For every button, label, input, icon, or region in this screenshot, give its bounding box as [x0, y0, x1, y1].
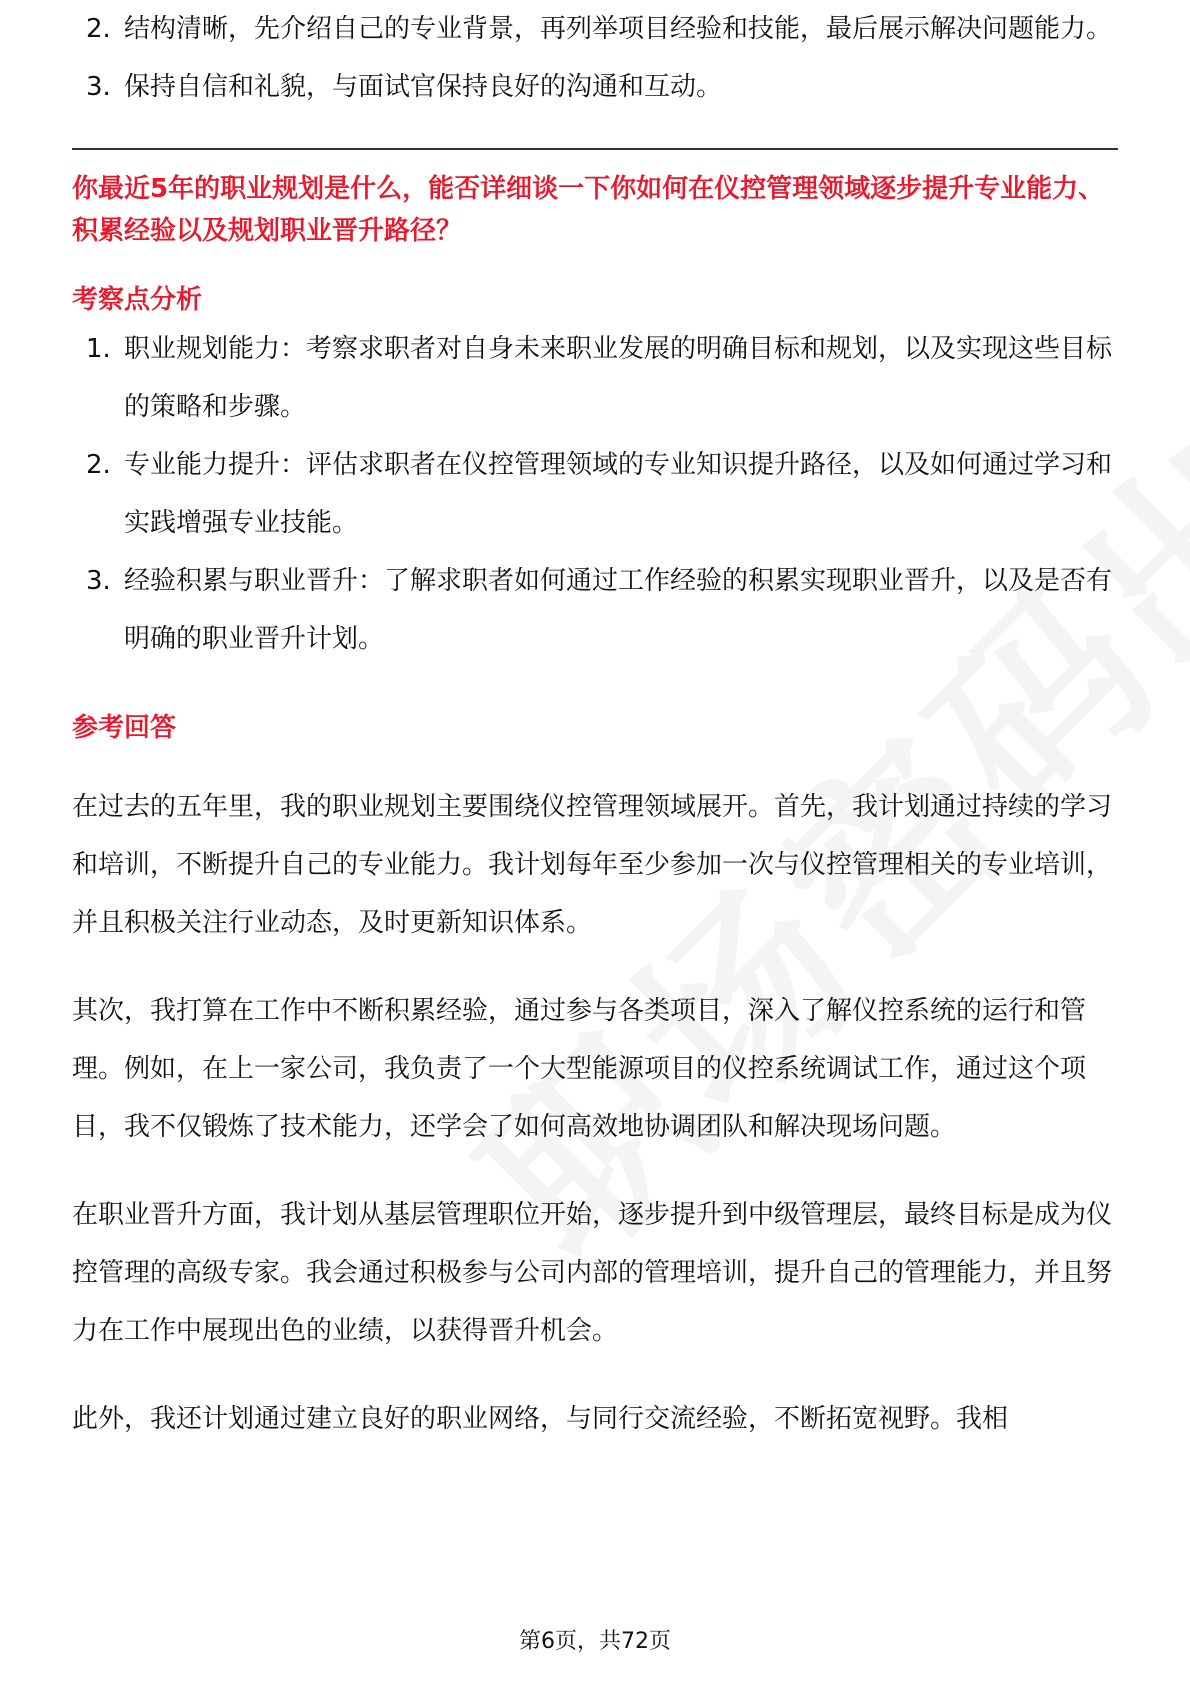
- list-text: 职业规划能力：考察求职者对自身未来职业发展的明确目标和规划，以及实现这些目标的策略和步骤。: [124, 334, 1113, 422]
- answer-paragraph: 在过去的五年里，我的职业规划主要围绕仪控管理领域展开。首先，我计划通过持续的学习和培训，不断提升自己的专业能力。我计划每年至少参加一次与仪控管理相关的专业培训，并且积极关注行业动态，及时更新知识体系。: [72, 792, 1113, 938]
- list-item: [72, 436, 1118, 552]
- list-number: 3.: [86, 72, 111, 102]
- answer-paragraph: 其次，我打算在工作中不断积累经验，通过参与各类项目，深入了解仪控系统的运行和管理。例如，在上一家公司，我负责了一个大型能源项目的仪控系统调试工作，通过这个项目，我不仅锻炼了技术能力，还学会了如何高效地协调团队和解决现场问题。: [72, 996, 1087, 1142]
- list-item: [72, 320, 1118, 436]
- analysis-list: [72, 320, 1118, 668]
- list-item: [72, 58, 1118, 116]
- list-item: [72, 0, 1118, 58]
- list-text: 经验积累与职业晋升：了解求职者如何通过工作经验的积累实现职业晋升，以及是否有明确的职业晋升计划。: [124, 566, 1113, 654]
- interview-question: 你最近5年的职业规划是什么，能否详细谈一下你如何在仪控管理领域逐步提升专业能力、积累经验以及规划职业晋升路径？: [72, 174, 1105, 246]
- page-footer: 第6页，共72页: [519, 1629, 671, 1654]
- list-number: 1.: [86, 334, 111, 364]
- answer-paragraph: 此外，我还计划通过建立良好的职业网络，与同行交流经验，不断拓宽视野。我相: [72, 1404, 1009, 1434]
- document-page: [72, 0, 1118, 1684]
- answer-paragraph: 在职业晋升方面，我计划从基层管理职位开始，逐步提升到中级管理层，最终目标是成为仪控管理的高级专家。我会通过积极参与公司内部的管理培训，提升自己的管理能力，并且努力在工作中展现出色的业绩，以获得晋升机会。: [72, 1200, 1113, 1346]
- list-number: 3.: [86, 566, 111, 596]
- list-number: 2.: [86, 14, 111, 44]
- list-text: 保持自信和礼貌，与面试官保持良好的沟通和互动。: [124, 72, 723, 102]
- list-number: 2.: [86, 450, 111, 480]
- analysis-heading: 考察点分析: [72, 285, 203, 315]
- section-divider: [72, 148, 1118, 150]
- list-text: 专业能力提升：评估求职者在仪控管理领域的专业知识提升路径，以及如何通过学习和实践增强专业技能。: [124, 450, 1113, 538]
- tips-list: [72, 0, 1118, 116]
- list-text: 结构清晰，先介绍自己的专业背景，再列举项目经验和技能，最后展示解决问题能力。: [124, 14, 1113, 44]
- list-item: [72, 552, 1118, 668]
- answer-heading: 参考回答: [72, 713, 177, 743]
